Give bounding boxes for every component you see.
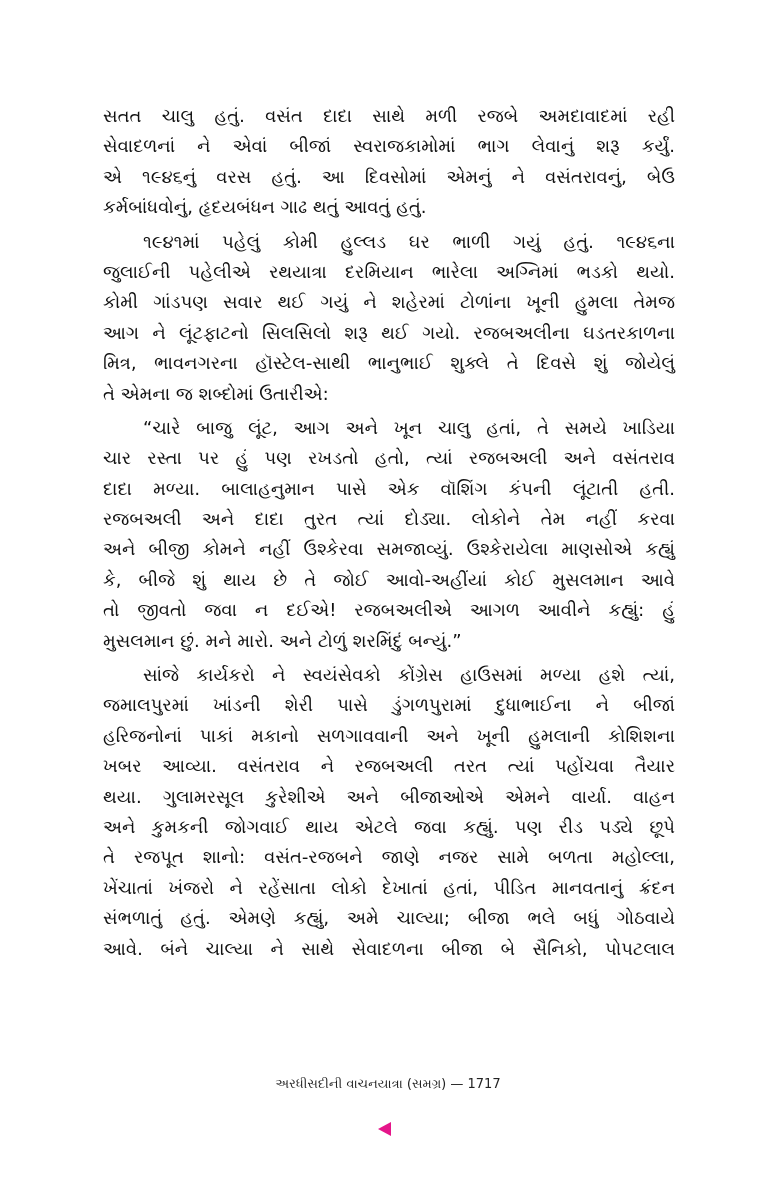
text-line: હરિજનોનાં પાકાં મકાનો સળગાવવાની અને ખૂની હુમલાની કોશિશના — [103, 725, 675, 747]
text-line: અને કુમકની જોગવાઈ થાય એટલે જવા કહ્યું. પણ રીડ પડ્યે છૂપે — [103, 816, 675, 838]
text-line: રજબઅલી અને દાદા તુરત ત્યાં દોડ્યા. લોકોને તેમ નહીં કરવા — [103, 509, 675, 531]
text-line: તે રજપૂત શાનો: વસંત-રજબને જાણે નજર સામે બળતા મહોલ્લા, — [103, 847, 675, 869]
text-line: તે એમના જ શબ્દોમાં ઉતારીએ: — [103, 383, 329, 405]
page-body — [103, 102, 675, 965]
text-line: એ ૧૯૪૬નું વરસ હતું. આ દિવસોમાં એમનું ને વસંતરાવનું, બેઉ — [103, 166, 675, 188]
text-line: સતત ચાલુ હતું. વસંત દાદા સાથે મળી રજબે અમદાવાદમાં રહી — [103, 106, 675, 127]
paragraph — [103, 102, 675, 224]
text-line: દાદા મળ્યા. બાલાહનુમાન પાસે એક વૉશિંગ કંપની લૂંટાતી હતી. — [103, 478, 675, 500]
text-line: સાંજે કાર્યકરો ને સ્વયંસેવકો કોંગ્રેસ હાઉસમાં મળ્યા હશે ત્યાં, — [143, 665, 675, 687]
text-line: મુસલમાન છું. મને મારો. અને ટોળું શરમિંદું બન્યું.” — [103, 630, 462, 652]
text-line: કર્મબાંધવોનું, હૃદયબંધન ગાઢ થતું આવતું હતું. — [103, 197, 427, 219]
page-footer: અરધીસદીની વાચનયાત્રા (સમગ્ર) — 1717 — [275, 1077, 501, 1092]
text-line: આગ ને લૂંટફાટનો સિલસિલો શરૂ થઈ ગયો. રજબઅલીના ઘડતરકાળના — [103, 322, 675, 344]
text-line: ખબર આવ્યા. વસંતરાવ ને રજબઅલી તરત ત્યાં પહોંચવા તૈયાર — [103, 756, 675, 778]
text-line: જુલાઈની પહેલીએ રથયાત્રા દરમિયાન ભારેલા અગ્નિમાં ભડકો થયો. — [103, 261, 675, 283]
text-line: “ચારે બાજુ લૂંટ, આગ અને ખૂન ચાલુ હતાં, તે સમયે ખાડિયા — [143, 417, 675, 439]
text-line: કોમી ગાંડપણ સવાર થઈ ગયું ને શહેરમાં ટોળાંના ખૂની હુમલા તેમજ — [103, 292, 675, 314]
paragraph — [103, 661, 675, 965]
previous-page-arrow-icon[interactable] — [378, 1122, 391, 1136]
text-line: ૧૯૪૧માં પહેલું કોમી હુલ્લડ ઘર ભાળી ગયું હતું. ૧૯૪૬ના — [143, 231, 675, 253]
text-line: મિત્ર, ભાવનગરના હૉસ્ટેલ-સાથી ભાનુભાઈ શુક્લે તે દિવસે શું જોયેલું — [103, 353, 675, 375]
text-line: જમાલપુરમાં ખાંડની શેરી પાસે ડુંગળપુરામાં દુધાભાઈના ને બીજાં — [103, 695, 675, 717]
text-line: કે, બીજે શું થાય છે તે જોઈ આવો-અહીંયાં કોઈ મુસલમાન આવે — [103, 569, 675, 591]
quote-paragraph — [103, 414, 675, 657]
text-line: થયા. ગુલામરસૂલ કુરેશીએ અને બીજાઓએ એમને વાર્યા. વાહન — [103, 786, 675, 808]
text-line: આવે. બંને ચાલ્યા ને સાથે સેવાદળના બીજા બે સૈનિકો, પોપટલાલ — [103, 938, 675, 960]
text-line: ખેંચાતાં ખંજરો ને રહેંસાતા લોકો દેખાતાં હતાં, પીડિત માનવતાનું ક્રંદન — [103, 877, 675, 899]
text-line: તો જીવતો જવા ન દઈએ! રજબઅલીએ આગળ આવીને કહ્યું: હું — [103, 600, 675, 622]
text-line: સેવાદળનાં ને એવાં બીજાં સ્વરાજકામોમાં ભાગ લેવાનું શરૂ કર્યું. — [103, 136, 675, 158]
text-line: ચાર રસ્તા પર હું પણ રખડતો હતો, ત્યાં રજબઅલી અને વસંતરાવ — [103, 448, 675, 470]
text-line: અને બીજી કોમને નહીં ઉશ્કેરવા સમજાવ્યું. ઉશ્કેરાયેલા માણસોએ કહ્યું — [103, 539, 675, 561]
paragraph — [103, 228, 675, 410]
text-line: સંભળાતું હતું. એમણે કહ્યું, અમે ચાલ્યા; બીજા ભલે બધું ગોઠવાયે — [103, 908, 675, 930]
